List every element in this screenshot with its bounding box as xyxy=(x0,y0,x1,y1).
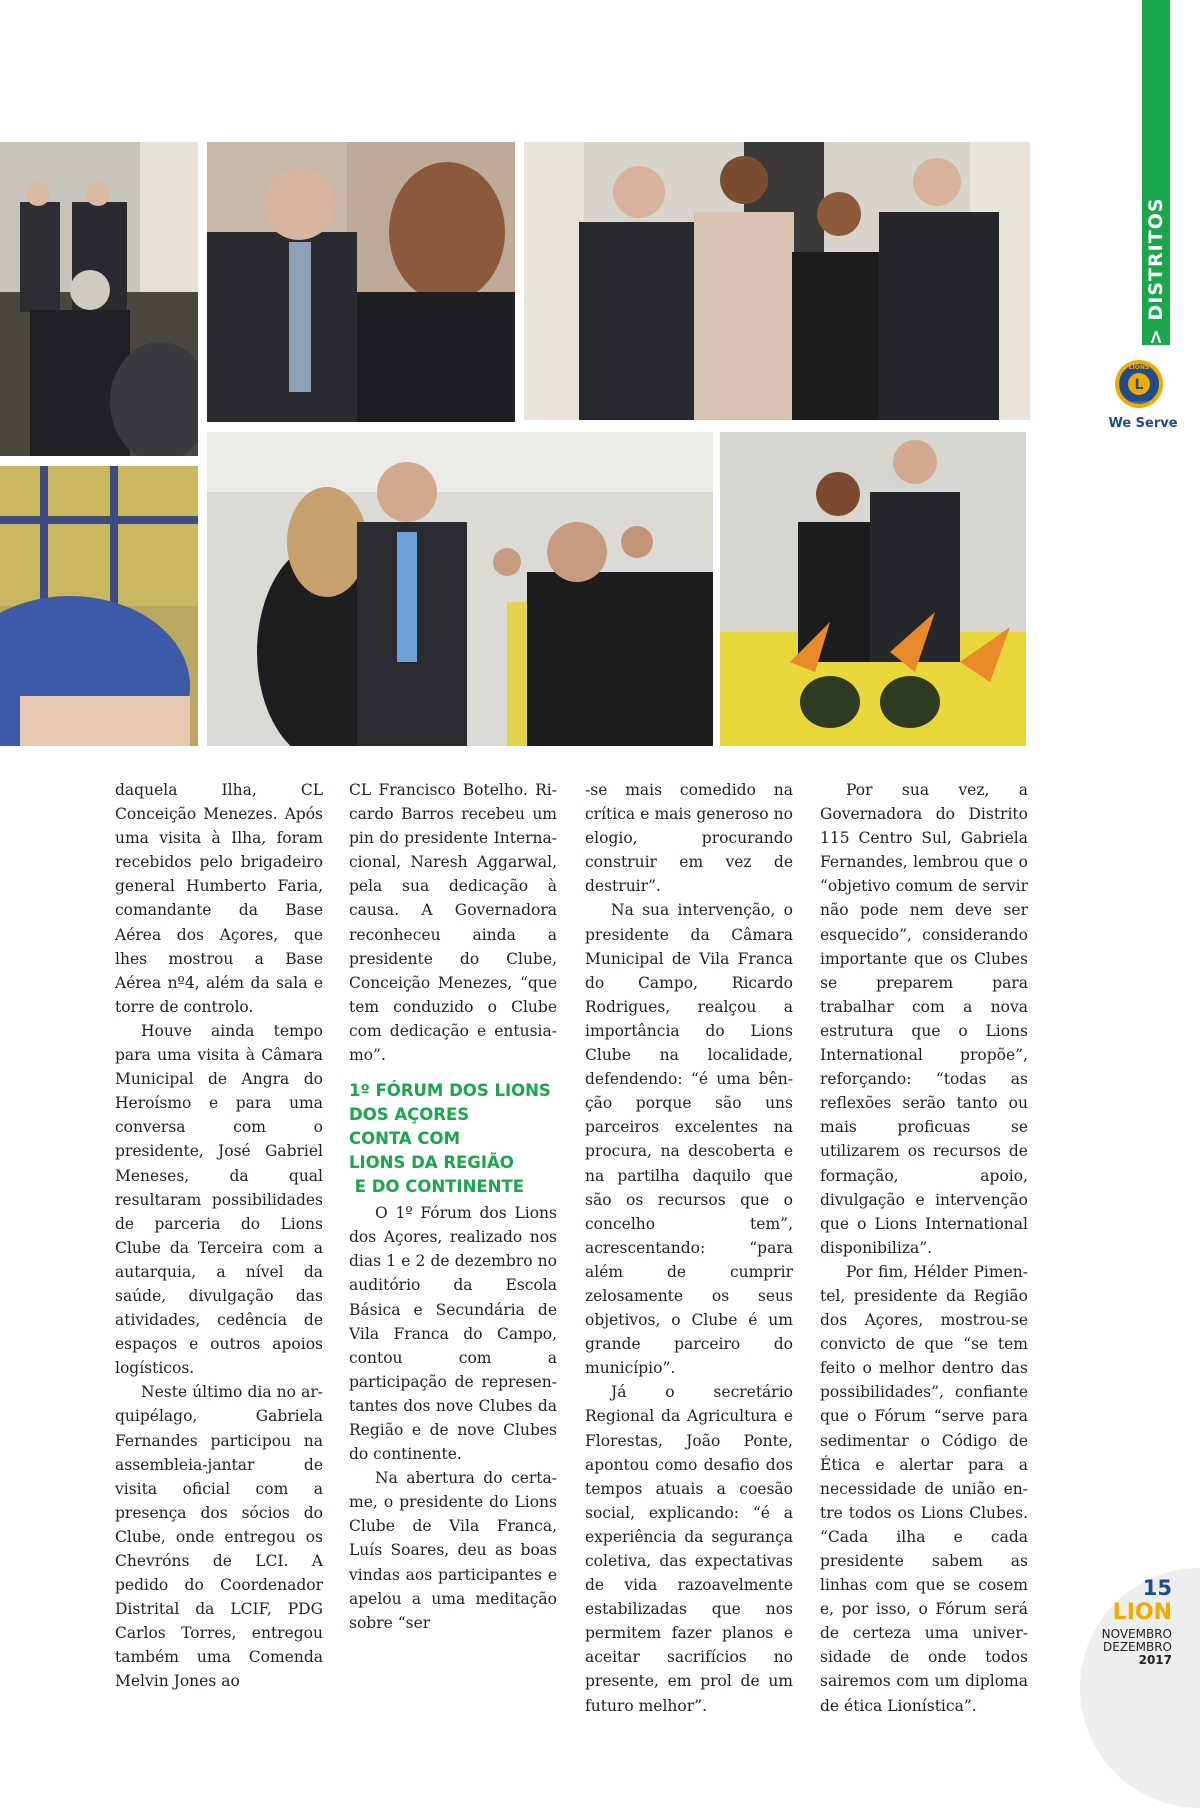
issue-month-1: NOVEMBRO xyxy=(1101,1627,1172,1641)
section-tab-label-area xyxy=(1142,197,1170,345)
paragraph: Por fim, Hélder Pimentel, presidente da Região dos Açores, mostrou-se convicto de que “se tem feito o melhor dentro das possibilidades”, confiante que o Fórum “serve para sedimentar o Código de Ética e alertar para a necessidade de união entre todos os Lions Clubes. “Cada ilha e cada presidente sabem as linhas com que se cosem e, por isso, o Fórum será de certeza uma universidade de onde todos sairemos com um diploma de ética Lionística”. xyxy=(820,1262,1028,1715)
article-column-4 xyxy=(820,778,1028,1718)
article-column-2 xyxy=(349,778,557,1635)
paragraph: Neste último dia no arquipélago, Gabriela Fernandes participou na assembleia-jantar de visita oficial com a presença dos sócios do Clube, onde entregou os Chevróns de LCI. A pedido do Coordenador Distrital da LCIF, PDG Carlos Torres, entregou também uma Comenda Melvin Jones ao xyxy=(115,1383,323,1691)
photo-group-four xyxy=(524,142,1030,420)
paragraph: Na abertura do certame, o presidente do Lions Clube de Vila Franca, Luís Soares, deu as boas vindas aos participantes e apelou a uma meditação sobre “ser xyxy=(349,1469,557,1632)
paragraph: Por sua vez, a Governadora do Distrito 115 Centro Sul, Gabriela Fernandes, lembrou que o “objetivo comum de servir não pode nem deve ser esquecido”, considerando importante que os Clubes se preparem para trabalhar com a nova estrutura que o Lions International propõe”, reforçando: “todas as reflexões serão tanto ou mais proficuas se utilizarem os recursos de formação, apoio, divulgação e intervenção que o Lions International disponibiliza”. xyxy=(820,781,1028,1257)
lions-logo xyxy=(1108,358,1170,410)
photo-couple-table xyxy=(720,432,1026,746)
page-number: 15 xyxy=(1142,1576,1172,1600)
logo-tagline: We Serve xyxy=(1108,416,1178,431)
section-heading-line: 1º FÓRUM DOS LIONS xyxy=(349,1081,551,1101)
paragraph: Houve ainda tempo para uma visita à Câmara Municipal de Angra do Heroísmo e para uma conversa com o presidente, José Gabriel Meneses, da qual resultaram possibilidades de parceria do Lions Clube da Terceira com a autarquia, a nível da saúde, divulgação das atividades, cedência de espaços e outros apoios logísticos. xyxy=(115,1021,323,1378)
logo-center-letter: L xyxy=(1134,377,1144,393)
paragraph: Na sua intervenção, o presidente da Câmara Municipal de Vila Franca do Campo, Ricardo Rodrigues, realçou a importância do Lions Clube na localidade, defendendo: “é uma bênção porque são uns parceiros excelentes na procura, na descoberta e na partilha daquilo que são os recursos que o concelho tem”, acrescentando: “para além de cumprir zelosamente os seus objetivos, o Clube é um grande parceiro do município”. xyxy=(585,901,793,1378)
section-tab-label: > DISTRITOS xyxy=(1145,197,1167,345)
issue-year: 2017 xyxy=(1138,1653,1172,1667)
article-column-3 xyxy=(585,778,793,1718)
logo-bottom-text: INTERNATIONAL xyxy=(1124,401,1154,405)
section-heading xyxy=(349,1079,557,1199)
paragraph: O 1º Fórum dos Lions dos Açores, realizado nos dias 1 e 2 de dezembro no auditório da Escola Básica e Secundária de Vila Franca do Campo, contou com a participação de representantes dos nove Clubes da Região e de nove Clubes do continente. xyxy=(349,1204,557,1464)
photo-detail-chair xyxy=(0,466,198,746)
logo-ring-text: LIONS xyxy=(1128,364,1150,371)
paragraph: daquela Ilha, CL Conceição Menezes. Após uma visita à Ilha, foram recebidos pelo brigadeiro general Humberto Faria, comandante da Base Aérea dos Açores, que lhes mostrou a Base Aérea nº4, além da sala e torre de controlo. xyxy=(115,781,323,1016)
section-heading-line: DOS AÇORES xyxy=(349,1105,470,1125)
paragraph: Já o secretário Regional da Agricultura e Florestas, João Ponte, apontou como desafio dos tempos atuais a coesão social, explicando: “é a experiência da segurança coletiva, das expectativas de vida razoavelmente estabilizadas que nos permitem fazer planos e aceitar sacrifícios no presente, em prol de um futuro melhor”. xyxy=(585,1383,793,1715)
magazine-name: LION xyxy=(1112,1600,1172,1625)
article-column-1 xyxy=(115,778,323,1694)
photo-ceremony-hall xyxy=(0,142,198,456)
section-heading-line: CONTA COM xyxy=(349,1129,460,1149)
section-heading-line: LIONS DA REGIÃO xyxy=(349,1153,514,1173)
section-heading-line: E DO CONTINENTE xyxy=(349,1177,524,1197)
issue-month-2: DEZEMBRO xyxy=(1103,1640,1172,1654)
photo-award-gift xyxy=(207,432,713,746)
photo-pin-presentation xyxy=(207,142,515,422)
section-tab xyxy=(1142,0,1170,345)
paragraph: -se mais comedido na crítica e mais generoso no elogio, procurando construir em vez de destruir”. xyxy=(585,781,793,896)
paragraph: CL Francisco Botelho. Ricardo Barros recebeu um pin do presidente Internacional, Naresh Aggarwal, pela sua dedicação à causa. A Governadora reconheceu ainda a presidente do Clube, Conceição Menezes, “que tem conduzido o Clube com dedicação e entusiamo”. xyxy=(349,781,557,1065)
